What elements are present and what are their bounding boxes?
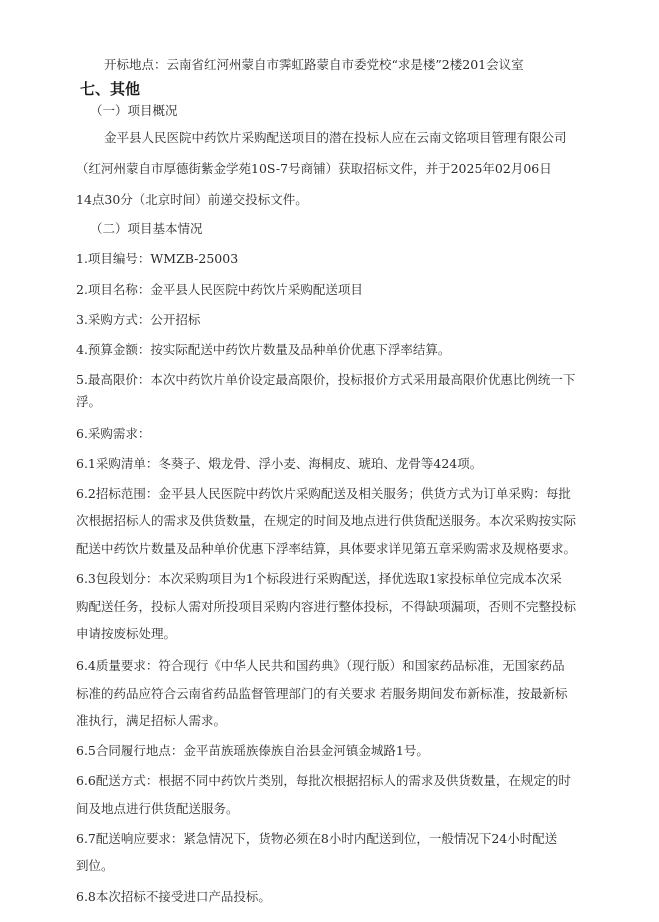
paragraph-line: （红河州蒙自市厚德街紫金学苑10S-7号商铺）获取招标文件，并于2025年02月06日 (76, 161, 552, 176)
subsection-project-overview: （一）项目概况 (90, 103, 178, 118)
item-6-6-cont: 间及地点进行供货配送服务。 (76, 801, 239, 816)
bid-opening-location: 开标地点：云南省红河州蒙自市霁虹路蒙自市委党校“求是楼”2楼201会议室 (104, 57, 524, 72)
item-price-cap-cont: 浮。 (76, 394, 102, 409)
item-6-6: 6.6配送方式：根据不同中药饮片类别，每批次根据招标人的需求及供货数量，在规定的时 (76, 773, 571, 788)
item-6-3: 6.3包段划分：本次采购项目为1个标段进行采购配送，择优选取1家投标单位完成本次采 (76, 571, 562, 586)
item-6-4: 6.4质量要求：符合现行《中华人民共和国药典》（现行版）和国家药品标准，无国家药品 (76, 658, 565, 673)
item-6-2: 6.2招标范围：金平县人民医院中药饮片采购配送及相关服务；供货方式为订单采购：每批 (76, 486, 571, 501)
item-6-8: 6.8本次招标不接受进口产品投标。 (76, 889, 271, 904)
paragraph-line: 14点30分（北京时间）前递交投标文件。 (76, 192, 308, 207)
item-6-5: 6.5合同履行地点：金平苗族瑶族傣族自治县金河镇金城路1号。 (76, 743, 429, 758)
item-project-name: 2.项目名称：金平县人民医院中药饮片采购配送项目 (76, 282, 363, 297)
item-6-3-cont: 购配送任务，投标人需对所投项目采购内容进行整体投标，不得缺项漏项，否则不完整投标 (76, 599, 577, 614)
item-project-number: 1.项目编号：WMZB-25003 (76, 251, 239, 266)
item-procurement-needs: 6.采购需求： (76, 426, 151, 441)
item-6-4-cont: 准执行，满足招标人需求。 (76, 713, 227, 728)
item-6-4-cont: 标准的药品应符合云南省药品监督管理部门的有关要求 若服务期间发布新标准，按最新标 (76, 686, 568, 701)
item-price-cap: 5.最高限价：本次中药饮片单价设定最高限价，投标报价方式采用最高限价优惠比例统一下 (76, 372, 576, 387)
subsection-basic-info: （二）项目基本情况 (90, 221, 203, 236)
item-6-7: 6.7配送响应要求：紧急情况下，货物必须在8小时内配送到位，一般情况下24小时配送 (76, 831, 558, 846)
item-6-3-cont: 申请按废标处理。 (76, 626, 177, 641)
item-6-1: 6.1采购清单：冬葵子、煅龙骨、浮小麦、海桐皮、琥珀、龙骨等424项。 (76, 456, 483, 471)
item-6-2-cont: 次根据招标人的需求及供货数量，在规定的时间及地点进行供货配送服务。本次采购按实际 (76, 513, 577, 528)
item-6-2-cont: 配送中药饮片数量及品种单价优惠下浮率结算，具体要求详见第五章采购需求及规格要求。 (76, 541, 577, 556)
item-6-7-cont: 到位。 (76, 858, 114, 873)
paragraph-line: 金平县人民医院中药饮片采购配送项目的潜在投标人应在云南文铭项目管理有限公司 (104, 130, 567, 145)
item-procurement-method: 3.采购方式：公开招标 (76, 312, 201, 327)
section-heading-other: 七、其他 (80, 80, 141, 98)
item-budget: 4.预算金额：按实际配送中药饮片数量及品种单价优惠下浮率结算。 (76, 342, 451, 357)
